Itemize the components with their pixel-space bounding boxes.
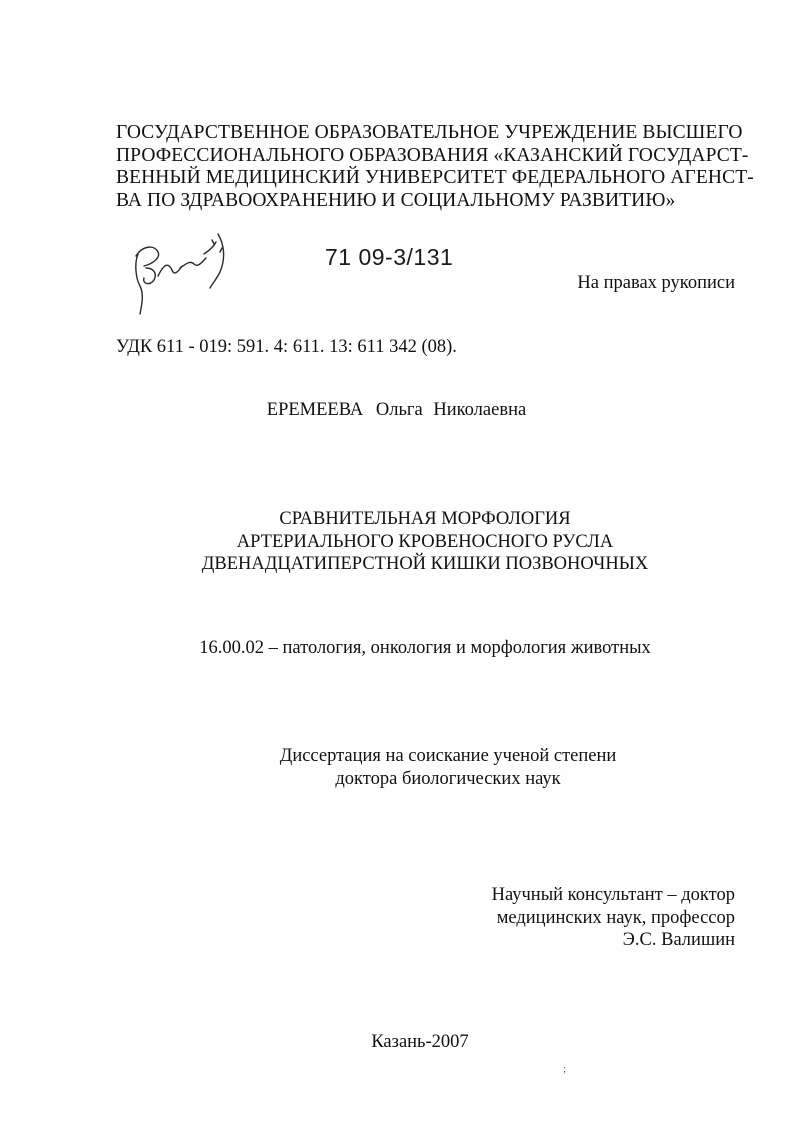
scientific-consultant	[492, 884, 735, 952]
author-given-names: Ольга Николаевна	[375, 400, 527, 420]
consultant-line: медицинских наук, профессор	[496, 907, 735, 928]
author-surname: ЕРЕМЕЕВА	[266, 400, 364, 420]
title-line: СРАВНИТЕЛЬНАЯ МОРФОЛОГИЯ	[279, 509, 571, 529]
consultant-line: Научный консультант – доктор	[491, 885, 735, 905]
title-line: ДВЕНАДЦАТИПЕРСТНОЙ КИШКИ ПОЗВОНОЧНЫХ	[201, 554, 649, 574]
degree-line: Диссертация на соискание ученой степени	[279, 746, 617, 766]
scan-speck: ;	[563, 1063, 567, 1075]
udk-code: УДК 611 - 019: 591. 4: 611. 13: 611 342 (08).	[116, 337, 457, 357]
degree-statement	[0, 745, 793, 791]
author-name	[0, 400, 793, 421]
registration-number: 71 09-3/131	[325, 244, 454, 270]
institution-line: ГОСУДАРСТВЕННОЕ ОБРАЗОВАТЕЛЬНОЕ УЧРЕЖДЕНИЕ ВЫСШЕГО	[116, 122, 743, 143]
degree-line: доктора биологических наук	[335, 769, 561, 789]
institution-line: ВЕННЫЙ МЕДИЦИНСКИЙ УНИВЕРСИТЕТ ФЕДЕРАЛЬНОГО АГЕНСТ-	[116, 167, 754, 188]
handwritten-signature	[128, 224, 238, 324]
dissertation-title	[0, 508, 793, 576]
specialty-code: 16.00.02 – патология, онкология и морфология животных	[199, 638, 651, 658]
consultant-line: Э.С. Валишин	[622, 930, 735, 950]
city-and-year: Казань-2007	[371, 1032, 469, 1052]
manuscript-rights-note: На правах рукописи	[577, 273, 735, 293]
institution-line: ПРОФЕССИОНАЛЬНОГО ОБРАЗОВАНИЯ «КАЗАНСКИЙ ГОСУДАРСТ-	[116, 144, 749, 166]
institution-line: ВА ПО ЗДРАВООХРАНЕНИЮ И СОЦИАЛЬНОМУ РАЗВИТИЮ»	[116, 189, 676, 211]
title-line: АРТЕРИАЛЬНОГО КРОВЕНОСНОГО РУСЛА	[236, 531, 614, 552]
institution-header	[116, 122, 754, 212]
